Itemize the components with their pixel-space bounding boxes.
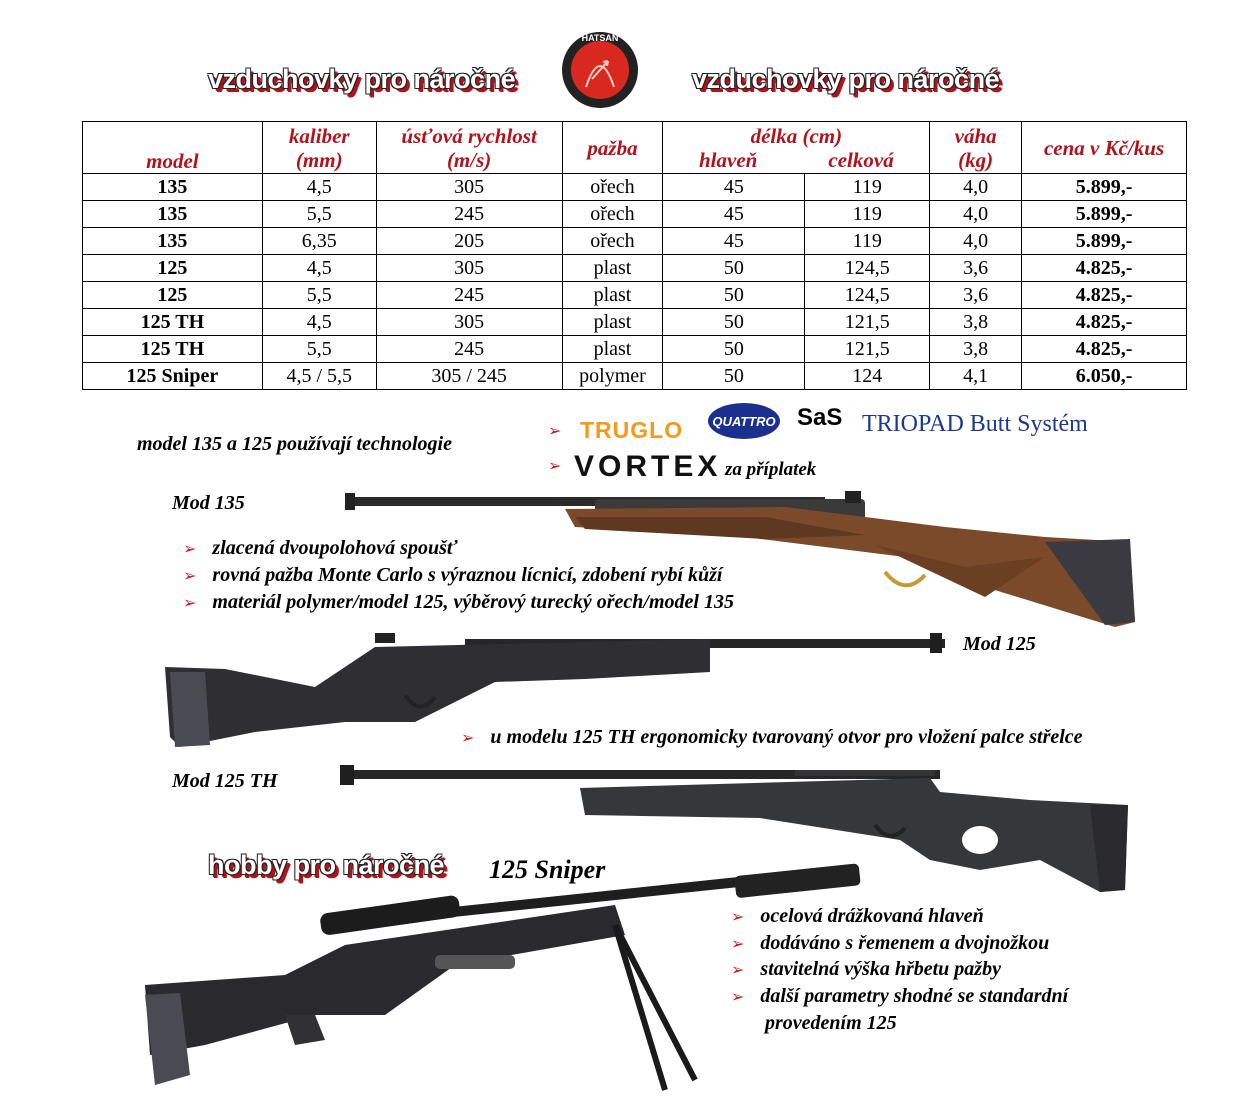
mod135-feature-2: ➢ rovná pažba Monte Carlo s výraznou lícnicí, zdobení rybí kůží (183, 564, 723, 586)
cell-hlaven: 50 (663, 282, 805, 309)
table-row (83, 174, 1187, 201)
th-hlaven: hlaveň (698, 147, 758, 172)
cell-vaha: 4,0 (930, 228, 1022, 255)
surcharge-text: za příplatek (725, 459, 817, 480)
cell-pazba: ořech (562, 201, 663, 228)
cell-cena: 5.899,- (1022, 201, 1187, 228)
triopad-text: TRIOPAD Butt Systém (862, 411, 1088, 437)
cell-pazba: plast (562, 336, 663, 363)
cell-celkova: 119 (805, 174, 930, 201)
cell-celkova: 124,5 (805, 282, 930, 309)
cell-celkova: 119 (805, 228, 930, 255)
sniper-feature-3: ➢ stavitelná výška hřbetu pažby (731, 958, 1001, 980)
rifle-135-image (345, 487, 1145, 637)
th-kaliber: kaliber (mm) (262, 122, 376, 174)
table-row (83, 282, 1187, 309)
cell-vaha: 4,0 (930, 201, 1022, 228)
header-slogan-right: vzduchovky pro náročné (692, 64, 1000, 94)
arrow-bullet: ➢ (548, 456, 562, 475)
header-slogan-left: vzduchovky pro náročné (208, 64, 516, 94)
th-pazba: pažba (562, 122, 663, 174)
cell-celkova: 119 (805, 201, 930, 228)
vortex-logo: VORTEX (574, 450, 722, 483)
arrow-bullet: ➢ (548, 421, 562, 440)
cell-rychlost: 305 / 245 (376, 363, 562, 390)
cell-rychlost: 245 (376, 201, 562, 228)
quattro-logo: QUATTRO (708, 403, 780, 439)
hobby-slogan: hobby pro náročné (208, 850, 445, 880)
cell-pazba: plast (562, 282, 663, 309)
cell-kaliber: 5,5 (262, 336, 376, 363)
cell-cena: 4.825,- (1022, 255, 1187, 282)
cell-cena: 4.825,- (1022, 336, 1187, 363)
cell-model: 135 (83, 201, 263, 228)
cell-celkova: 121,5 (805, 336, 930, 363)
cell-cena: 5.899,- (1022, 228, 1187, 255)
mod135-feature-3: ➢ materiál polymer/model 125, výběrový turecký ořech/model 135 (183, 591, 734, 613)
cell-rychlost: 245 (376, 282, 562, 309)
truglo-logo: TRUGLO (580, 417, 684, 443)
mod125-label: Mod 125 (963, 633, 1036, 655)
cell-vaha: 3,8 (930, 336, 1022, 363)
technology-intro: model 135 a 125 používají technologie (137, 433, 452, 455)
th-rychlost: úsťová rychlost (m/s) (376, 122, 562, 174)
cell-pazba: ořech (562, 174, 663, 201)
cell-hlaven: 45 (663, 174, 805, 201)
logo-text: HATSAN (581, 33, 619, 43)
cell-hlaven: 50 (663, 336, 805, 363)
table-header-row (83, 122, 1187, 174)
cell-kaliber: 4,5 (262, 174, 376, 201)
cell-celkova: 121,5 (805, 309, 930, 336)
sniper-feature-4: ➢ další parametry shodné se standardní (731, 985, 1069, 1007)
sniper-feature-1: ➢ ocelová drážkovaná hlaveň (731, 905, 984, 927)
cell-pazba: polymer (562, 363, 663, 390)
cell-model: 125 Sniper (83, 363, 263, 390)
th-model: model (83, 122, 263, 174)
table-row (83, 228, 1187, 255)
cell-pazba: plast (562, 255, 663, 282)
cell-rychlost: 305 (376, 255, 562, 282)
cell-pazba: plast (562, 309, 663, 336)
th-cena: cena v Kč/kus (1022, 122, 1187, 174)
cell-rychlost: 305 (376, 174, 562, 201)
cell-vaha: 3,6 (930, 282, 1022, 309)
cell-rychlost: 305 (376, 309, 562, 336)
cell-kaliber: 5,5 (262, 282, 376, 309)
cell-model: 135 (83, 228, 263, 255)
sniper-feature-2: ➢ dodáváno s řemenem a dvojnožkou (731, 932, 1050, 954)
sniper-title: 125 Sniper (489, 855, 606, 884)
cell-vaha: 3,8 (930, 309, 1022, 336)
th-delka: délka (cm) hlaveň celková (663, 122, 930, 174)
cell-rychlost: 205 (376, 228, 562, 255)
cell-model: 125 (83, 255, 263, 282)
cell-model: 125 TH (83, 309, 263, 336)
table-row (83, 309, 1187, 336)
cell-cena: 4.825,- (1022, 309, 1187, 336)
th-vaha: váha (kg) (930, 122, 1022, 174)
cell-model: 125 (83, 282, 263, 309)
table-row (83, 363, 1187, 390)
cell-kaliber: 4,5 (262, 309, 376, 336)
mod135-feature-1: ➢ zlacená dvoupolohová spoušť (183, 537, 458, 559)
cell-hlaven: 45 (663, 201, 805, 228)
price-table (82, 121, 1187, 390)
cell-hlaven: 50 (663, 363, 805, 390)
cell-rychlost: 245 (376, 336, 562, 363)
hatsan-logo (561, 31, 639, 109)
cell-model: 125 TH (83, 336, 263, 363)
cell-celkova: 124,5 (805, 255, 930, 282)
sas-logo: SaS (797, 404, 843, 431)
cell-pazba: ořech (562, 228, 663, 255)
table-row (83, 336, 1187, 363)
mod135-label: Mod 135 (172, 492, 245, 514)
cell-model: 135 (83, 174, 263, 201)
sniper-feature-4-cont: provedením 125 (765, 1012, 897, 1034)
mod125th-feature: ➢ u modelu 125 TH ergonomicky tvarovaný otvor pro vložení palce střelce (461, 726, 1083, 748)
cell-kaliber: 4,5 / 5,5 (262, 363, 376, 390)
cell-cena: 6.050,- (1022, 363, 1187, 390)
cell-vaha: 4,1 (930, 363, 1022, 390)
cell-hlaven: 45 (663, 228, 805, 255)
cell-hlaven: 50 (663, 309, 805, 336)
cell-kaliber: 6,35 (262, 228, 376, 255)
mod125th-label: Mod 125 TH (172, 770, 278, 792)
cell-celkova: 124 (805, 363, 930, 390)
cell-vaha: 3,6 (930, 255, 1022, 282)
cell-vaha: 4,0 (930, 174, 1022, 201)
cell-kaliber: 4,5 (262, 255, 376, 282)
table-row (83, 201, 1187, 228)
table-row (83, 255, 1187, 282)
cell-cena: 5.899,- (1022, 174, 1187, 201)
cell-kaliber: 5,5 (262, 201, 376, 228)
cell-hlaven: 50 (663, 255, 805, 282)
th-celkova: celková (828, 147, 894, 172)
cell-cena: 4.825,- (1022, 282, 1187, 309)
